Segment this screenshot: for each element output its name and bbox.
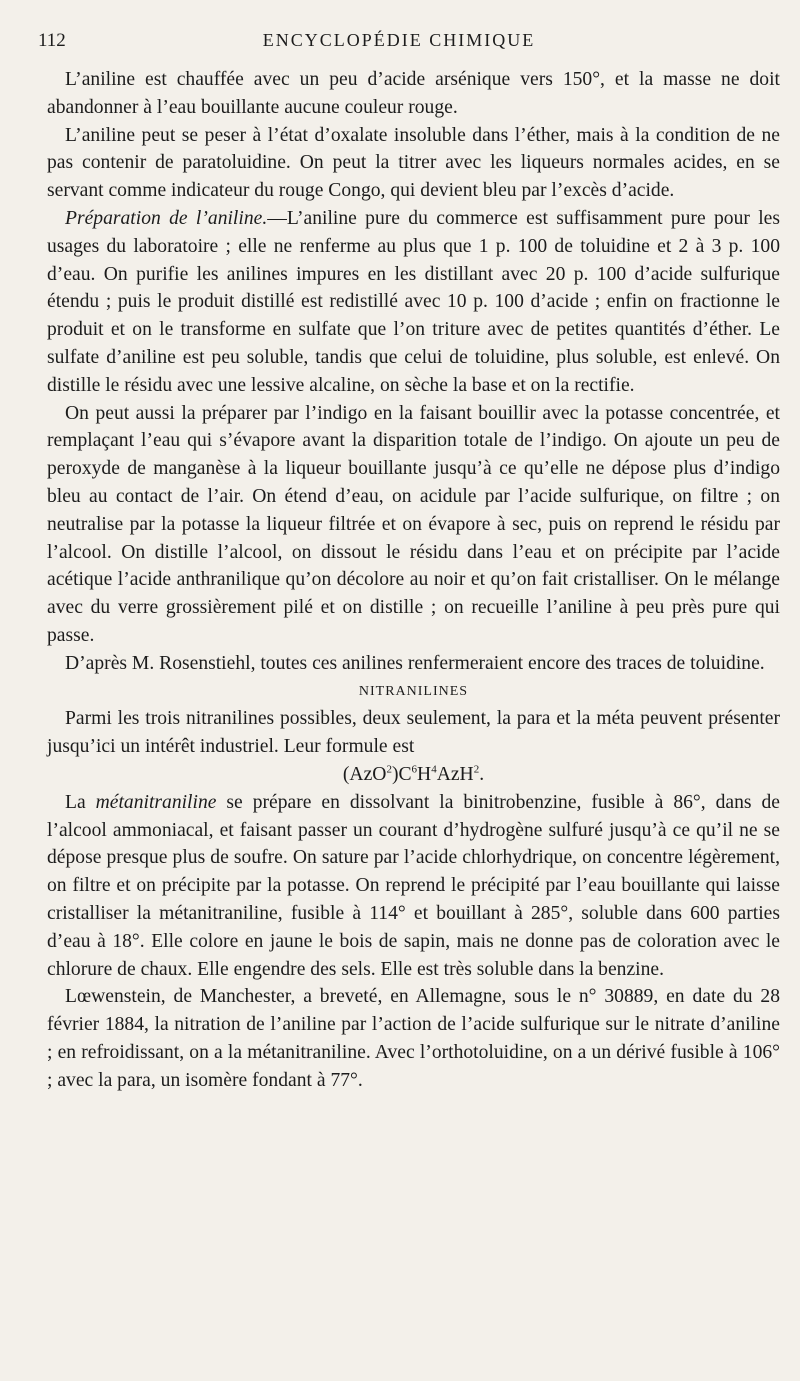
paragraph-text: se prépare en dissolvant la binitrobenzine, fusible à 86°, dans de l’alcool ammoniacal, et faisant passer un courant d’hydrogène sulfuré jusqu’à ce qu’il ne se dépose presque plus de soufre. On sature par l’acide chlorhydrique, on concentre légèrement, on filtre et on précipite par la potasse. On reprend le précipité par l’eau bouillante qui laisse cristalliser la métanitraniline, fusible à 114° et bouillant à 285°, soluble dans 600 parties d’eau à 18°. Elle colore en jaune le bois de sapin, mais ne donne pas de coloration avec le chlorure de chaux. Elle engendre des sels. Elle est très soluble dans la benzine. — [47, 791, 780, 980]
section-title: NITRANILINES — [358, 683, 469, 699]
formula-superscript: 2 — [386, 763, 392, 776]
formula-superscript: 4 — [431, 763, 437, 776]
body-text — [47, 66, 780, 1094]
formula-part: )C — [391, 763, 412, 785]
paragraph: Parmi les trois nitranilines possibles, deux seulement, la para et la méta peuvent présenter jusqu’ici un intérêt industriel. Leur formule est — [47, 708, 780, 758]
paragraph: D’après M. Rosenstiehl, toutes ces anilines renfermeraient encore des traces de toluidine. — [65, 652, 765, 674]
paragraph-text: —L’aniline pure du commerce est suffisamment pure pour les usages du laboratoire ; elle ne renferme au plus que 1 p. 100 de toluidine et 2 à 3 p. 100 d’eau. On purifie les anilines impures en les distillant avec 20 p. 100 d’acide sulfurique étendu ; puis le produit distillé est redistillé avec 10 p. 100 d’acide ; enfin on fractionne le produit et on le transforme en sulfate que l’on triture avec de petites quantités d’éther. Le sulfate d’aniline est peu soluble, tandis que celui de toluidine, plus soluble, est enlevé. On distille le résidu avec une lessive alcaline, on sèche la base et on la rectifie. — [47, 207, 780, 396]
paragraph: L’aniline est chauffée avec un peu d’acide arsénique vers 150°, et la masse ne doit abandonner à l’eau bouillante aucune couleur rouge. — [47, 69, 780, 118]
formula-part: H — [417, 763, 432, 785]
running-title: ENCYCLOPÉDIE CHIMIQUE — [262, 30, 536, 50]
paragraph-heading: Préparation de l’aniline. — [65, 207, 268, 229]
paragraph-text: La — [65, 791, 96, 813]
formula-part: (AzO — [342, 763, 387, 785]
paragraph: Lœwenstein, de Manchester, a breveté, en Allemagne, sous le n° 30889, en date du 28 février 1884, la nitration de l’aniline par l’action de l’acide sulfurique sur le nitrate d’aniline ; en refroidissant, on a la métanitraniline. Avec l’orthotoluidine, on a un dérivé fusible à 106° ; avec la para, un isomère fondant à 77°. — [47, 986, 780, 1091]
formula-part: . — [479, 763, 485, 785]
paragraph: On peut aussi la préparer par l’indigo en la faisant bouillir avec la potasse concentrée, et remplaçant l’eau qui s’évapore avant la disparition totale de l’indigo. On ajoute un peu de peroxyde de manganèse à la liqueur bouillante jusqu’à ce qu’elle ne dépose plus d’indigo bleu au contact de l’air. On étend d’eau, on acidule par l’acide sulfurique, on filtre ; on neutralise par la potasse la liqueur filtrée et on évapore à sec, puis on reprend le résidu par l’alcool. On distille l’alcool, on dissout le résidu dans l’eau et on précipite par l’acide acétique l’acide anthranilique qu’on décolore au noir et qu’on fait cristalliser. On le mélange avec du verre grossièrement pilé et on distille ; on recueille l’aniline à peu près pure qui passe. — [47, 402, 780, 646]
chemical-formula — [47, 761, 780, 789]
paragraph-preparation — [47, 205, 780, 400]
page-number: 112 — [38, 30, 66, 51]
formula-part: AzH — [436, 763, 474, 785]
term: métanitraniline — [95, 791, 217, 813]
formula-superscript: 2 — [473, 763, 480, 776]
formula-superscript: 6 — [411, 763, 418, 776]
paragraph-metanitraniline — [47, 789, 780, 984]
page-header — [38, 30, 760, 58]
paragraph: L’aniline peut se peser à l’état d’oxalate insoluble dans l’éther, mais à la condition de ne pas contenir de paratoluidine. On peut la titrer avec les liqueurs normales acides, en se servant comme indicateur du rouge Congo, qui devient bleu par l’excès d’acide. — [47, 124, 780, 202]
